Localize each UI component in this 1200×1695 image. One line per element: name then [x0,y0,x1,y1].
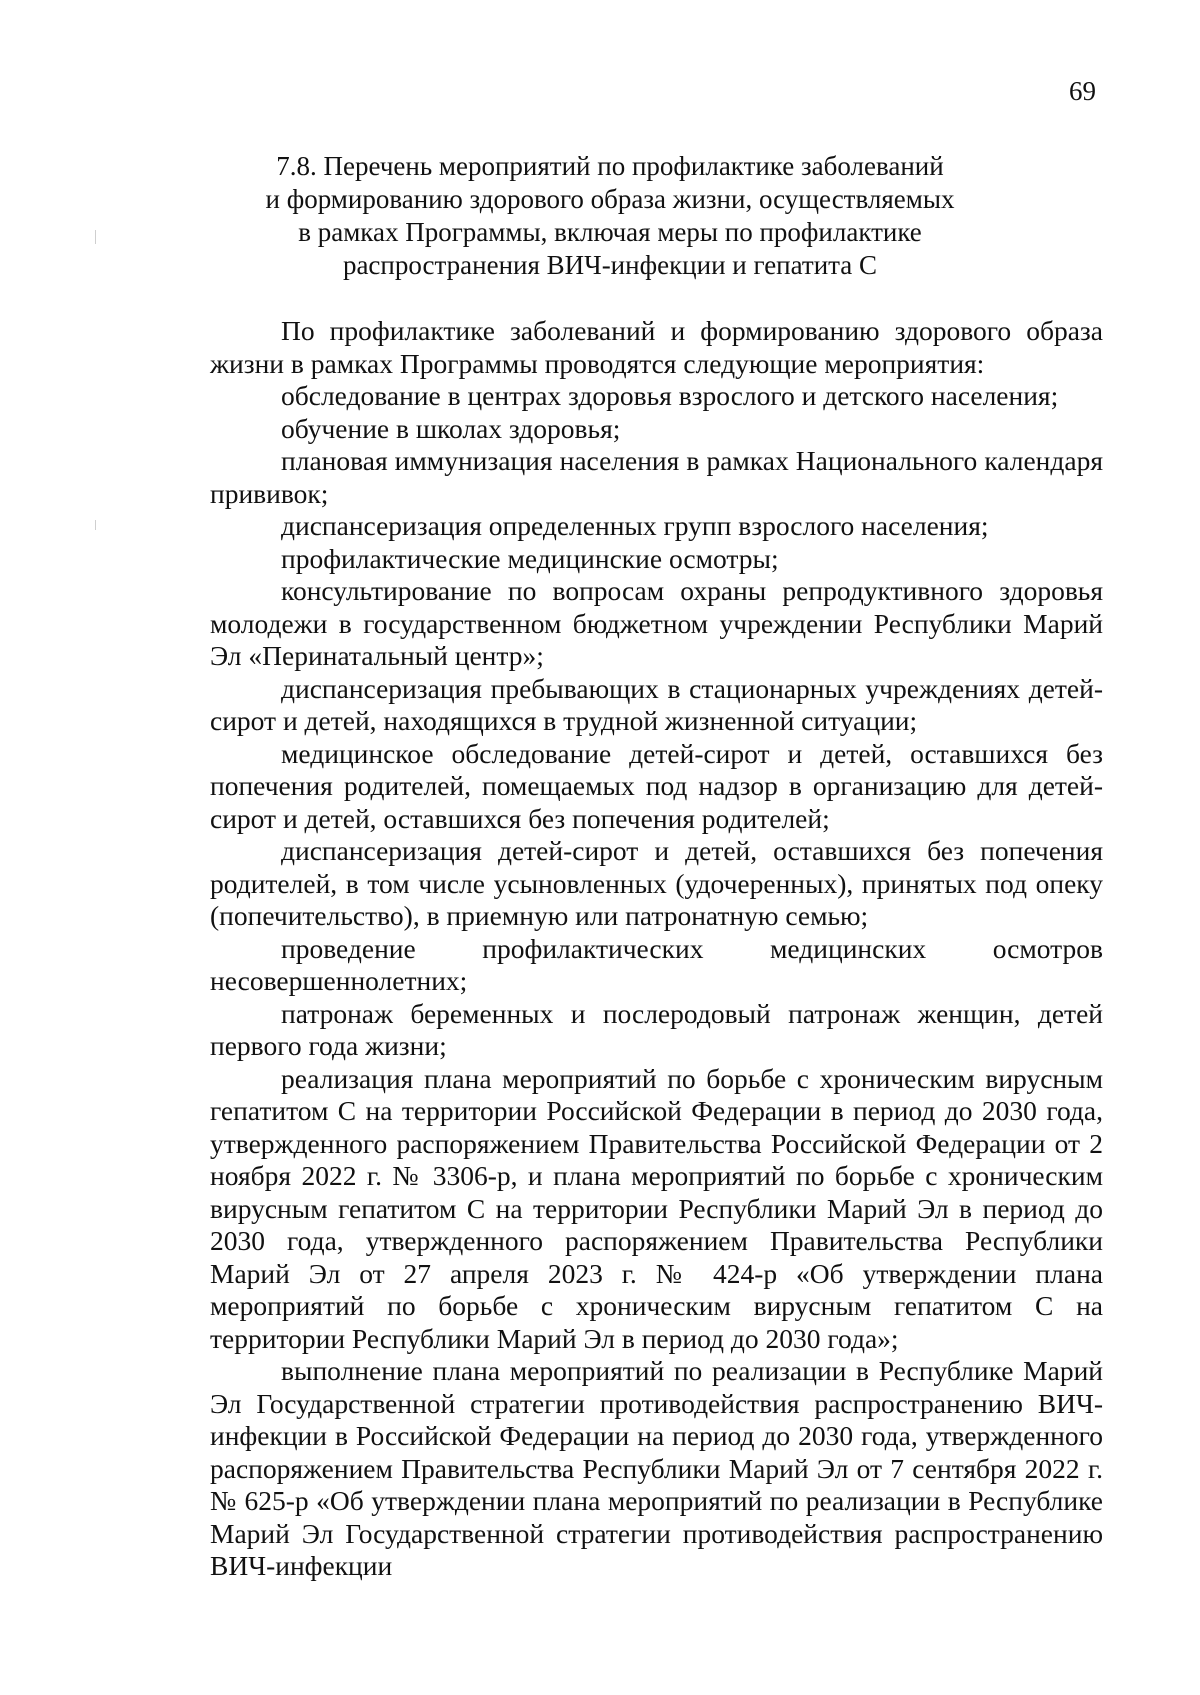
heading-line: 7.8. Перечень мероприятий по профилактике заболеваний [276,151,944,181]
scan-artifact [95,230,96,244]
list-item: плановая иммунизация населения в рамках Национального календаря прививок; [210,445,1103,509]
page-number: 69 [1069,76,1096,106]
section-heading [210,150,1010,282]
heading-line: распространения ВИЧ-инфекции и гепатита С [342,250,878,280]
list-item: диспансеризация определенных групп взрослого населения; [281,510,989,541]
list-item: медицинское обследование детей-сирот и детей, оставшихся без попечения родителей, помещаемых под надзор в организацию для детей-сирот и детей, оставшихся без попечения родителей; [210,737,1103,834]
list-item: проведение профилактических медицинских осмотров несовершеннолетних; [210,932,1103,996]
heading-line: в рамках Программы, включая меры по профилактике [298,217,922,247]
list-item: консультирование по вопросам охраны репродуктивного здоровья молодежи в государственном бюджетном учреждении Республики Марий Эл «Перинатальный центр»; [210,575,1103,671]
list-item: обучение в школах здоровья; [281,412,621,444]
list-item: профилактические медицинские осмотры; [281,542,779,574]
paragraph-intro: По профилактике заболеваний и формированию здорового образа жизни в рамках Программы проводятся следующие мероприятия: [210,315,1103,379]
heading-line: и формированию здорового образа жизни, осуществляемых [265,184,955,214]
body-text [210,315,1103,1583]
list-item: патронаж беременных и послеродовый патронаж женщин, детей первого года жизни; [210,997,1103,1061]
list-item: выполнение плана мероприятий по реализации в Республике Марий Эл Государственной стратегии противодействия распространению ВИЧ-инфекции в Российской Федерации на период до 2030 года, утвержденного распоряжением Правительства Республики Марий Эл от 7 сентября 2022 г. № 625-р «Об утверждении плана мероприятий по реализации в Республике Марий Эл Государственной стратегии противодействия распространению ВИЧ-инфекции [210,1355,1103,1581]
list-item: диспансеризация детей-сирот и детей, оставшихся без попечения родителей, в том числе усыновленных (удочеренных), принятых под опеку (попечительство), в приемную или патронатную семью; [210,835,1103,931]
list-item: диспансеризация пребывающих в стационарных учреждениях детей-сирот и детей, находящихся в трудной жизненной ситуации; [210,672,1103,736]
list-item: обследование в центрах здоровья взрослого и детского населения; [281,380,1059,411]
list-item: реализация плана мероприятий по борьбе с хроническим вирусным гепатитом С на территории Российской Федерации в период до 2030 года, утвержденного распоряжением Правительства Российской Федерации от 2 ноября 2022 г. № 3306-р, и плана мероприятий по борьбе с хроническим вирусным гепатитом С на территории Республики Марий Эл в период до 2030 года, утвержденного распоряжением Правительства Республики Марий Эл от 27 апреля 2023 г. № 424-р «Об утверждении плана мероприятий по борьбе с хроническим вирусным гепатитом С на территории Республики Марий Эл в период до 2030 года»; [210,1062,1103,1354]
scan-artifact [95,520,96,530]
